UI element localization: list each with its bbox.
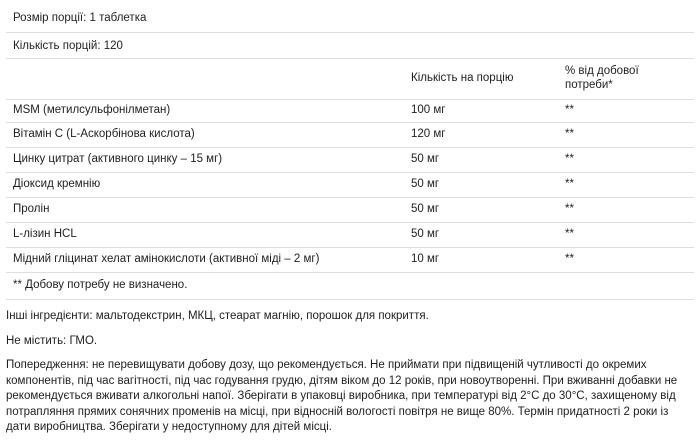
ingredient-name: L-лізин HCL bbox=[13, 228, 77, 240]
ingredient-amount: 50 мг bbox=[411, 203, 440, 215]
ingredient-name: Пролін bbox=[13, 203, 50, 215]
ingredient-amount: 10 мг bbox=[411, 253, 440, 265]
ingredient-dv: ** bbox=[565, 228, 574, 240]
table-row bbox=[6, 248, 694, 273]
warning-text: Попередження: не перевищувати добову дозу, що рекомендується. Не приймати при підвищеній чутливості до окремих компонентів, під час вагітності, під час годування грудю, дітям віком до 12 років, при новоутворенні. При вживанні добавки не рекомендується вживати алкогольні напої. Зберігати в упаковці виробника, при температурі від 2°С до 30°С, захищеному від потрапляння прямих сонячних променів на місці, при відносній вологості повітря не вище 80%. Термін придатності 2 роки із дати виробництва. Зберігати у недоступному для дітей місці. bbox=[6, 359, 678, 433]
ingredient-dv: ** bbox=[565, 203, 574, 215]
serving-size-row bbox=[6, 0, 694, 33]
table-row bbox=[6, 123, 694, 148]
ingredient-dv: ** bbox=[565, 128, 574, 140]
table-header-row bbox=[6, 59, 694, 100]
ingredient-amount: 50 мг bbox=[411, 153, 440, 165]
ingredient-name: Діоксид кремнію bbox=[13, 178, 101, 190]
ingredient-dv: ** bbox=[565, 153, 574, 165]
ingredient-name: MSM (метилсульфонілметан) bbox=[13, 104, 171, 116]
ingredient-amount: 120 мг bbox=[411, 128, 446, 140]
ingredient-dv: ** bbox=[565, 104, 574, 116]
table-row bbox=[6, 198, 694, 223]
servings-count-row bbox=[6, 33, 694, 59]
table-row bbox=[6, 100, 694, 123]
header-amount: Кількість на порцію bbox=[411, 72, 514, 84]
ingredient-name: Вітамін С (L-Аскорбінова кислота) bbox=[13, 128, 195, 140]
header-dv-line1: % від добової bbox=[565, 65, 639, 77]
table-row bbox=[6, 223, 694, 248]
footnote: ** Добову потребу не визначено. bbox=[13, 279, 188, 291]
footnote-row bbox=[6, 273, 694, 300]
ingredient-name: Цинку цитрат (активного цинку – 15 мг) bbox=[13, 153, 223, 165]
servings-count: Кількість порцій: 120 bbox=[13, 40, 123, 52]
table-row bbox=[6, 148, 694, 173]
ingredient-amount: 50 мг bbox=[411, 178, 440, 190]
ingredient-amount: 50 мг bbox=[411, 228, 440, 240]
header-dv-line2: потреби* bbox=[565, 79, 613, 91]
ingredient-name: Мідний гліцинат хелат амінокислоти (активної міді – 2 мг) bbox=[13, 253, 320, 265]
ingredient-dv: ** bbox=[565, 253, 574, 265]
other-ingredients: Інші інгредієнти: мальтодекстрин, МКЦ, стеарат магнію, порошок для покриття. bbox=[6, 310, 429, 322]
not-contains: Не містить: ГМО. bbox=[6, 335, 98, 347]
ingredient-dv: ** bbox=[565, 178, 574, 190]
serving-size: Розмір порції: 1 таблетка bbox=[13, 12, 147, 24]
ingredient-amount: 100 мг bbox=[411, 104, 446, 116]
table-row bbox=[6, 173, 694, 198]
